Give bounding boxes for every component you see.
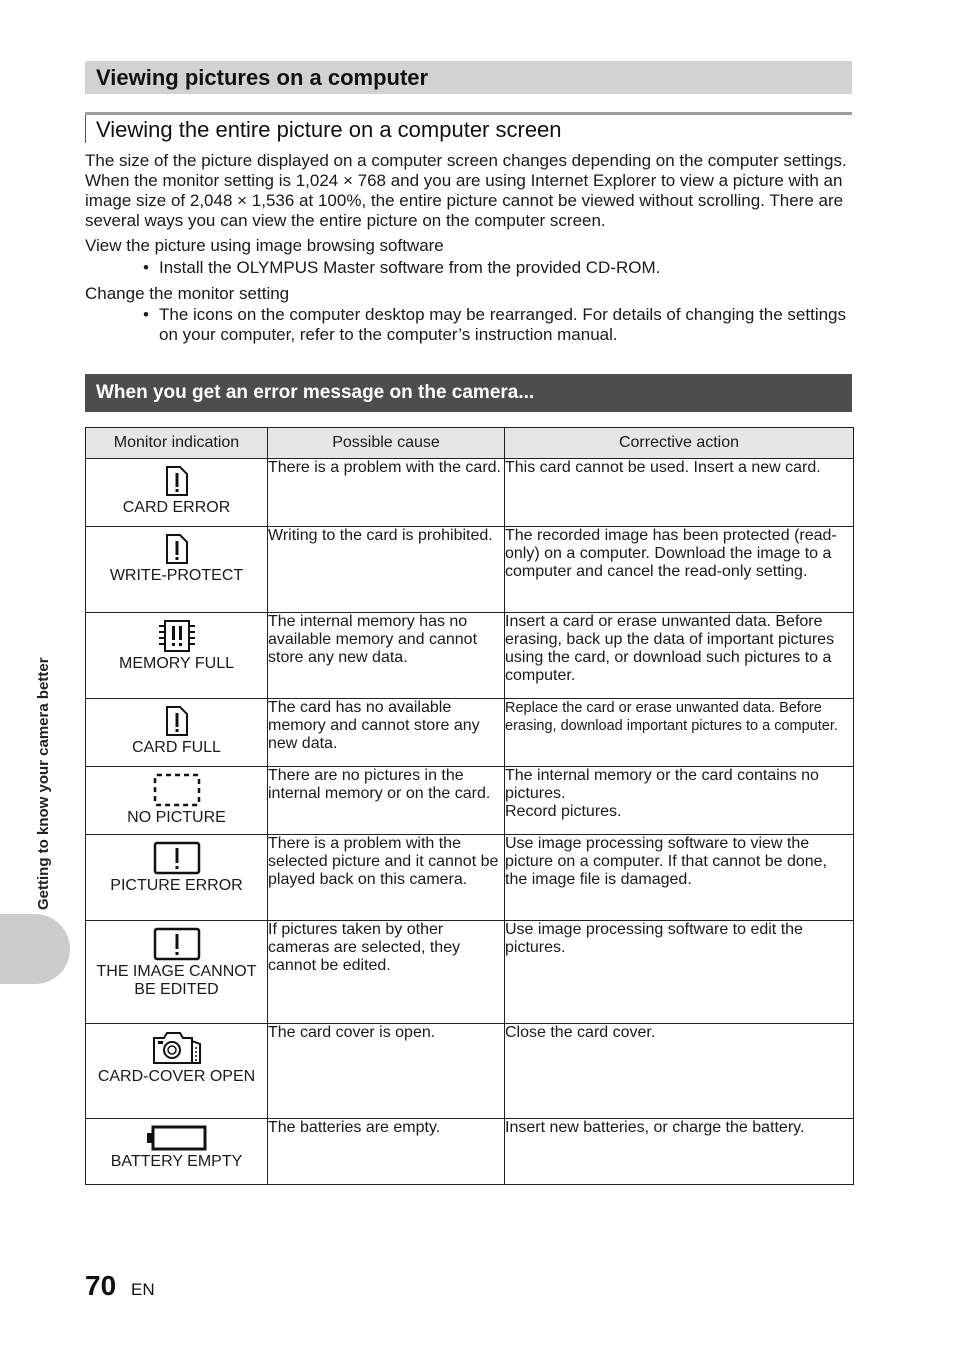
indication-label: NO PICTURE <box>127 809 226 826</box>
indication-label: THE IMAGE CANNOT BE EDITED <box>96 963 257 998</box>
cause-cell: There are no pictures in the internal memory or on the card. <box>268 767 505 835</box>
bullet-text: Install the OLYMPUS Master software from the provided CD-ROM. <box>159 258 661 277</box>
option-label-monitor: Change the monitor setting <box>85 284 290 303</box>
card-exclamation-icon <box>165 533 189 565</box>
header-monitor-indication: Monitor indication <box>86 428 268 459</box>
memory-exclamation-icon <box>157 619 197 653</box>
action-cell: Close the card cover. <box>505 1024 854 1119</box>
table-row <box>86 527 854 613</box>
battery-empty-icon <box>146 1125 208 1151</box>
action-cell: The recorded image has been protected (read-only) on a computer. Download the image to a computer and cancel the read-only setting. <box>505 527 854 613</box>
table-row <box>86 699 854 767</box>
dashed-frame-icon <box>153 773 201 807</box>
option-label-software: View the picture using image browsing software <box>85 236 444 255</box>
table-row <box>86 1024 854 1119</box>
card-exclamation-icon <box>165 705 189 737</box>
action-cell: Replace the card or erase unwanted data. Before erasing, download important pictures to a computer. <box>505 699 854 767</box>
table-row <box>86 459 854 527</box>
cause-cell: The card has no available memory and cannot store any new data. <box>268 699 505 767</box>
indication-cell <box>86 835 268 921</box>
table-row <box>86 767 854 835</box>
action-cell: This card cannot be used. Insert a new card. <box>505 459 854 527</box>
bullet-item <box>143 305 863 345</box>
bullet-text: The icons on the computer desktop may be rearranged. For details of changing the settings on your computer, refer to the computer’s instruction manual. <box>159 305 847 344</box>
bullet-dot: • <box>143 258 149 277</box>
indication-label: CARD FULL <box>132 739 221 756</box>
cause-cell: The card cover is open. <box>268 1024 505 1119</box>
indication-cell <box>86 699 268 767</box>
indication-cell <box>86 921 268 1024</box>
subsection-title: Viewing the entire picture on a computer screen <box>96 117 562 142</box>
indication-label: MEMORY FULL <box>119 655 234 672</box>
subsection-marker <box>85 115 86 143</box>
indication-cell <box>86 767 268 835</box>
header-corrective-action: Corrective action <box>505 428 854 459</box>
error-section-title: When you get an error message on the camera... <box>85 374 852 412</box>
cause-cell: The batteries are empty. <box>268 1119 505 1185</box>
bullet-item <box>143 258 863 278</box>
table-row <box>86 613 854 699</box>
bullet-dot: • <box>143 305 149 324</box>
page-number: 70 <box>85 1270 117 1301</box>
indication-label: PICTURE ERROR <box>110 877 243 894</box>
cause-cell: The internal memory has no available memory and cannot store any new data. <box>268 613 505 699</box>
picture-exclamation-icon <box>153 927 201 961</box>
indication-label: CARD-COVER OPEN <box>97 1068 256 1085</box>
card-exclamation-icon <box>165 465 189 497</box>
intro-paragraph: The size of the picture displayed on a computer screen changes depending on the computer settings. When the monitor setting is 1,024 × 768 and you are using Internet Explorer to view a picture with an image size of 2,048 × 1,536 at 100%, the entire picture cannot be viewed without scrolling. There are several ways you can view the entire picture on the computer screen. <box>85 151 847 230</box>
action-cell: Use image processing software to view the picture on a computer. If that cannot be done, the image file is damaged. <box>505 835 854 921</box>
cause-cell: If pictures taken by other cameras are selected, they cannot be edited. <box>268 921 505 1024</box>
action-cell: Insert a card or erase unwanted data. Before erasing, back up the data of important pictures using the card, or download such pictures to a computer. <box>505 613 854 699</box>
indication-cell <box>86 459 268 527</box>
chapter-thumb-tab <box>0 914 70 984</box>
table-row <box>86 921 854 1024</box>
indication-cell <box>86 527 268 613</box>
action-cell: Insert new batteries, or charge the battery. <box>505 1119 854 1185</box>
language-code: EN <box>131 1280 155 1299</box>
camera-cover-icon <box>150 1030 204 1066</box>
action-cell: Use image processing software to edit the pictures. <box>505 921 854 1024</box>
picture-exclamation-icon <box>153 841 201 875</box>
indication-label: WRITE-PROTECT <box>109 567 244 584</box>
indication-cell <box>86 1024 268 1119</box>
chapter-side-text: Getting to know your camera better <box>35 657 52 910</box>
table-header-row <box>86 428 854 459</box>
header-possible-cause: Possible cause <box>268 428 505 459</box>
indication-label: BATTERY EMPTY <box>110 1153 243 1170</box>
indication-cell <box>86 613 268 699</box>
error-table <box>85 427 854 1185</box>
subsection-header <box>85 112 852 144</box>
cause-cell: Writing to the card is prohibited. <box>268 527 505 613</box>
cause-cell: There is a problem with the selected picture and it cannot be played back on this camera. <box>268 835 505 921</box>
indication-cell <box>86 1119 268 1185</box>
section-title: Viewing pictures on a computer <box>85 61 852 94</box>
table-row <box>86 1119 854 1185</box>
table-row <box>86 835 854 921</box>
indication-label: CARD ERROR <box>122 499 231 516</box>
action-cell: The internal memory or the card contains no pictures. Record pictures. <box>505 767 854 835</box>
cause-cell: There is a problem with the card. <box>268 459 505 527</box>
